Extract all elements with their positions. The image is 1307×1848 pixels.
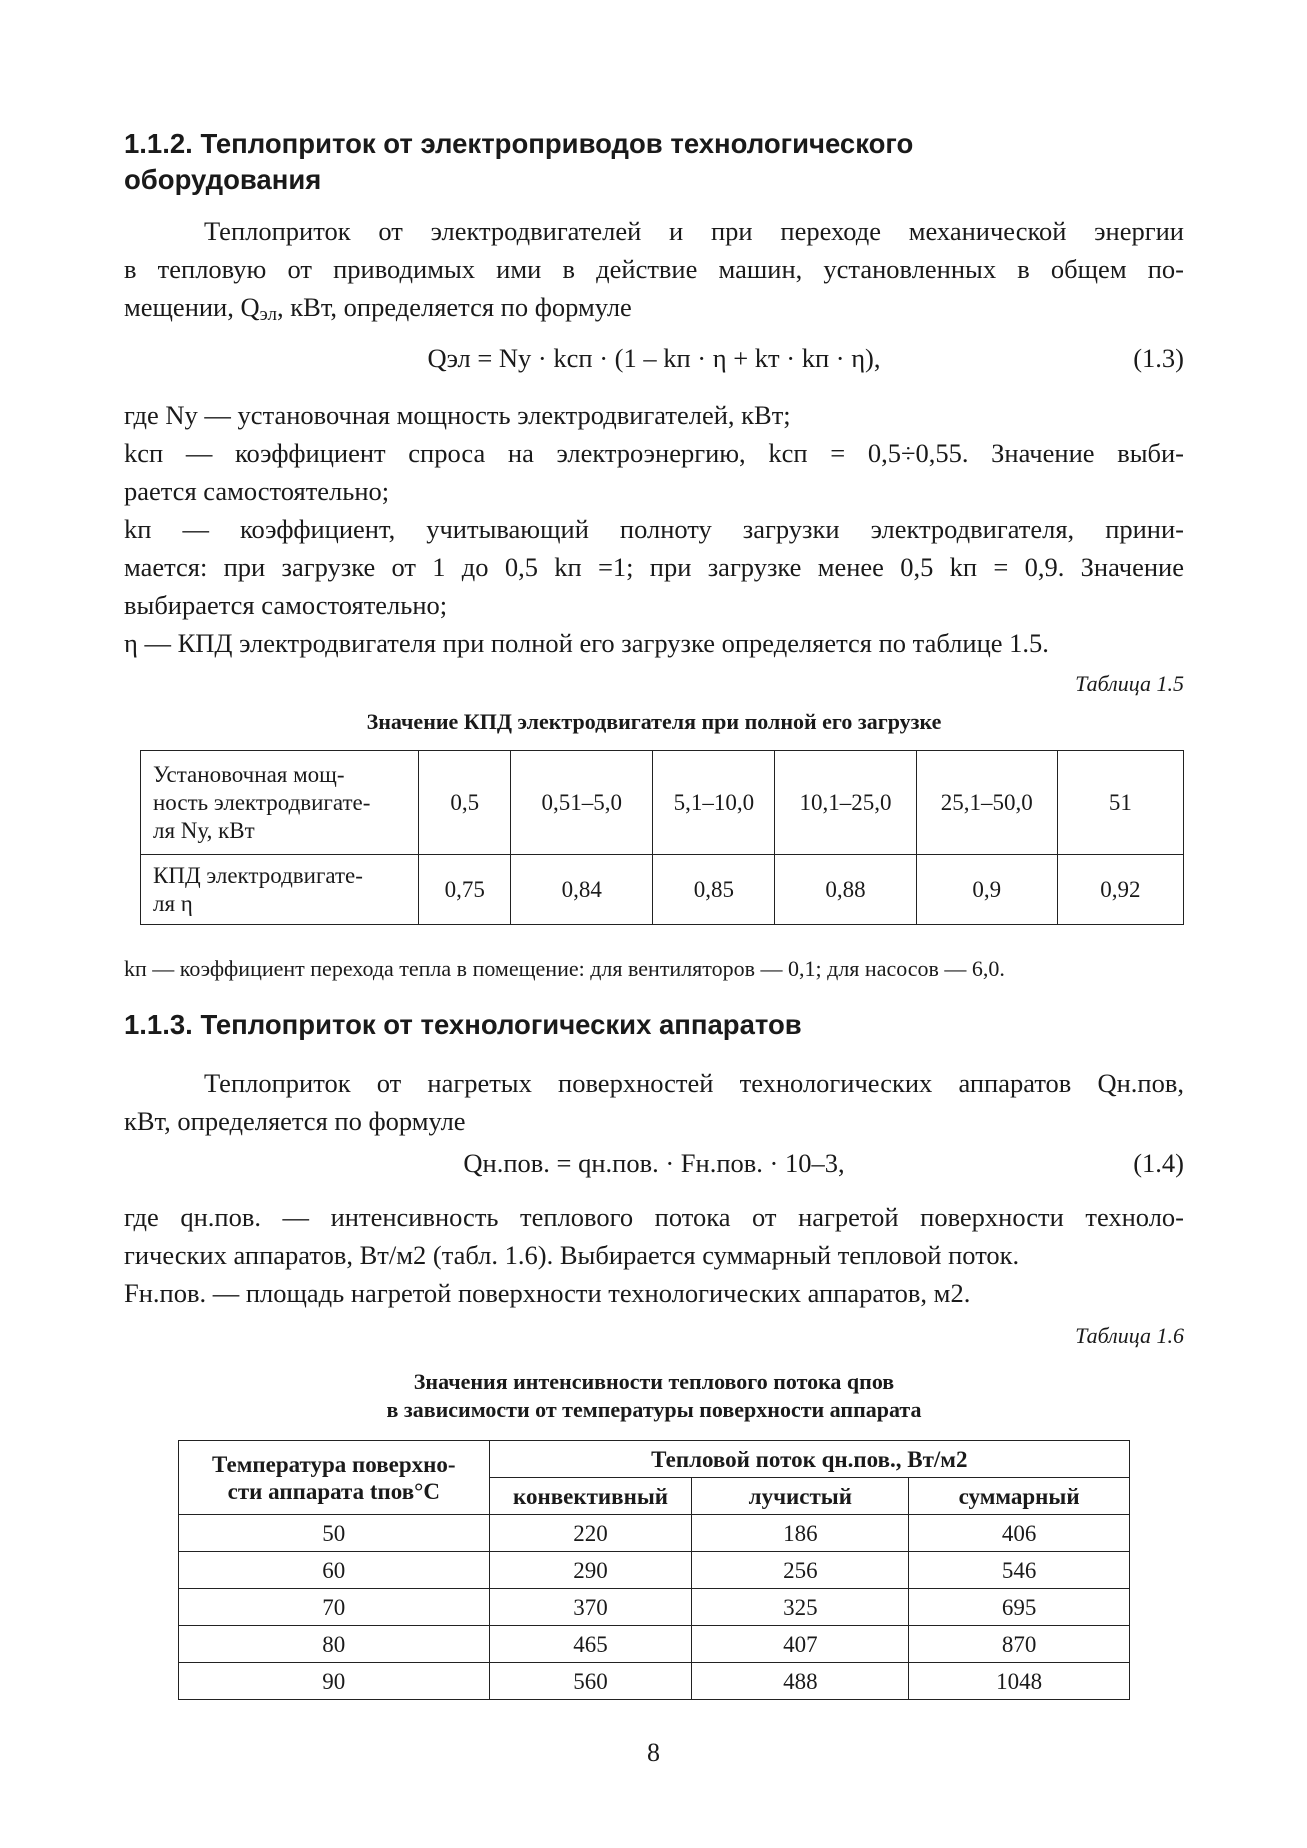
table-cell: 0,92 — [1057, 855, 1183, 925]
table-cell: 220 — [489, 1515, 692, 1552]
table-cell: 186 — [692, 1515, 909, 1552]
page-number: 8 — [647, 1738, 660, 1767]
text-run: мещении, Q — [124, 292, 260, 322]
formula-expression: Qэл = Nу · kсп · (1 – kп · η + kт · kп · η), — [427, 343, 881, 373]
table-cell: 51 — [1057, 751, 1183, 855]
table-cell: 0,88 — [775, 855, 916, 925]
table-cell: 1048 — [909, 1663, 1130, 1700]
table-cell: 325 — [692, 1589, 909, 1626]
definition-line: выбирается самостоятельно; — [124, 590, 448, 620]
table-cell: 465 — [489, 1626, 692, 1663]
caption-line: Значения интенсивности теплового потока qпов — [413, 1369, 895, 1394]
table-cell: 560 — [489, 1663, 692, 1700]
table-header-row — [179, 1441, 1130, 1478]
caption-line: в зависимости от температуры поверхности аппарата — [386, 1397, 922, 1422]
table-1-6 — [178, 1440, 1130, 1700]
formula-expression: Qн.пов. = qн.пов. · Fн.пов. · 10–3, — [463, 1148, 845, 1178]
header-line: Температура поверхно- — [212, 1451, 456, 1477]
definition-line: η — КПД электродвигателя при полной его загрузке определяется по таблице 1.5. — [124, 628, 1049, 658]
heading-line: 1.1.2. Теплоприток от электроприводов технологического — [124, 128, 914, 159]
row-header-cell — [141, 855, 419, 925]
definition-line: где qн.пов. — интенсивность теплового потока от нагретой поверхности техноло- — [124, 1202, 1184, 1232]
section-heading-1-1-2 — [124, 126, 1184, 198]
table-cell: 0,75 — [419, 855, 511, 925]
table-label-1-5: Таблица 1.5 — [1075, 671, 1184, 696]
definition-line: где Nу — установочная мощность электродвигателей, кВт; — [124, 400, 791, 430]
table-1-5 — [140, 750, 1184, 925]
subscript: эл — [259, 304, 278, 326]
table-row — [179, 1515, 1130, 1552]
table-cell: 90 — [179, 1663, 490, 1700]
table-cell: 50 — [179, 1515, 490, 1552]
table-cell: 10,1–25,0 — [775, 751, 916, 855]
table-cell: 0,84 — [511, 855, 653, 925]
column-header: конвективный — [489, 1478, 692, 1515]
table-row — [141, 751, 1184, 855]
table-cell: 0,51–5,0 — [511, 751, 653, 855]
column-header: суммарный — [909, 1478, 1130, 1515]
cell-line: ность электродвигате- — [153, 789, 371, 815]
column-group-header-heat-flux: Тепловой поток qн.пов., Вт/м2 — [489, 1441, 1129, 1478]
column-header-temperature — [179, 1441, 490, 1515]
table-cell: 0,85 — [653, 855, 775, 925]
definition-line: kп — коэффициент, учитывающий полноту загрузки электродвигателя, прини- — [124, 514, 1184, 544]
table-cell: 80 — [179, 1626, 490, 1663]
table-cell: 256 — [692, 1552, 909, 1589]
paragraph-line: кВт, определяется по формуле — [124, 1106, 466, 1136]
intro-paragraph — [124, 212, 1184, 326]
cell-line: ля Nу, кВт — [153, 817, 255, 843]
cell-line: ля η — [153, 890, 193, 916]
table-row — [179, 1552, 1130, 1589]
text-run: , кВт, определяется по формуле — [277, 292, 632, 322]
paragraph-line: Теплоприток от нагретых поверхностей технологических аппаратов Qн.пов, — [204, 1068, 1184, 1098]
paragraph-line: в тепловую от приводимых ими в действие машин, установленных в общем по- — [124, 254, 1184, 284]
section-heading-1-1-3: 1.1.3. Теплоприток от технологических аппаратов — [124, 1009, 802, 1040]
table-cell: 406 — [909, 1515, 1130, 1552]
heading-line: оборудования — [124, 164, 322, 195]
table-cell: 407 — [692, 1626, 909, 1663]
cell-line: Установочная мощ- — [153, 761, 345, 787]
row-header-cell — [141, 751, 419, 855]
table-row — [179, 1626, 1130, 1663]
section-1-1-3-intro — [124, 1064, 1184, 1140]
table-cell: 60 — [179, 1552, 490, 1589]
table-caption-1-6 — [124, 1368, 1184, 1424]
table-cell: 870 — [909, 1626, 1130, 1663]
table-cell: 695 — [909, 1589, 1130, 1626]
table-cell: 25,1–50,0 — [916, 751, 1057, 855]
section-1-1-3-definitions — [124, 1198, 1184, 1312]
table-label-1-6: Таблица 1.6 — [1075, 1323, 1184, 1348]
paragraph-line: Теплоприток от электродвигателей и при переходе механической энергии — [204, 216, 1184, 246]
table-cell: 290 — [489, 1552, 692, 1589]
definition-line: kсп — коэффициент спроса на электроэнергию, kсп = 0,5÷0,55. Значение выби- — [124, 438, 1184, 468]
definition-line: Fн.пов. — площадь нагретой поверхности технологических аппаратов, м2. — [124, 1278, 971, 1308]
cell-line: КПД электродвигате- — [153, 862, 363, 888]
table-caption-1-5: Значение КПД электродвигателя при полной его загрузке — [366, 709, 942, 734]
table-row — [179, 1589, 1130, 1626]
formula-number: (1.3) — [1133, 343, 1184, 373]
table-cell: 70 — [179, 1589, 490, 1626]
table-cell: 488 — [692, 1663, 909, 1700]
column-header: лучистый — [692, 1478, 909, 1515]
table-cell: 546 — [909, 1552, 1130, 1589]
table-cell: 370 — [489, 1589, 692, 1626]
definitions-block — [124, 396, 1184, 662]
paragraph-line — [124, 288, 1184, 326]
table-cell: 0,9 — [916, 855, 1057, 925]
definition-line: рается самостоятельно; — [124, 476, 390, 506]
formula-number: (1.4) — [1133, 1148, 1184, 1178]
definition-line: мается: при загрузке от 1 до 0,5 kп =1; при загрузке менее 0,5 kп = 0,9. Значение — [124, 552, 1184, 582]
kt-note: kп — коэффициент перехода тепла в помещение: для вентиляторов — 0,1; для насосов — 6,0. — [124, 956, 1005, 981]
table-cell: 0,5 — [419, 751, 511, 855]
table-row — [141, 855, 1184, 925]
definition-line: гических аппаратов, Вт/м2 (табл. 1.6). Выбирается суммарный тепловой поток. — [124, 1240, 1020, 1270]
table-row — [179, 1663, 1130, 1700]
table-cell: 5,1–10,0 — [653, 751, 775, 855]
header-line: сти аппарата tпов°С — [227, 1478, 440, 1504]
